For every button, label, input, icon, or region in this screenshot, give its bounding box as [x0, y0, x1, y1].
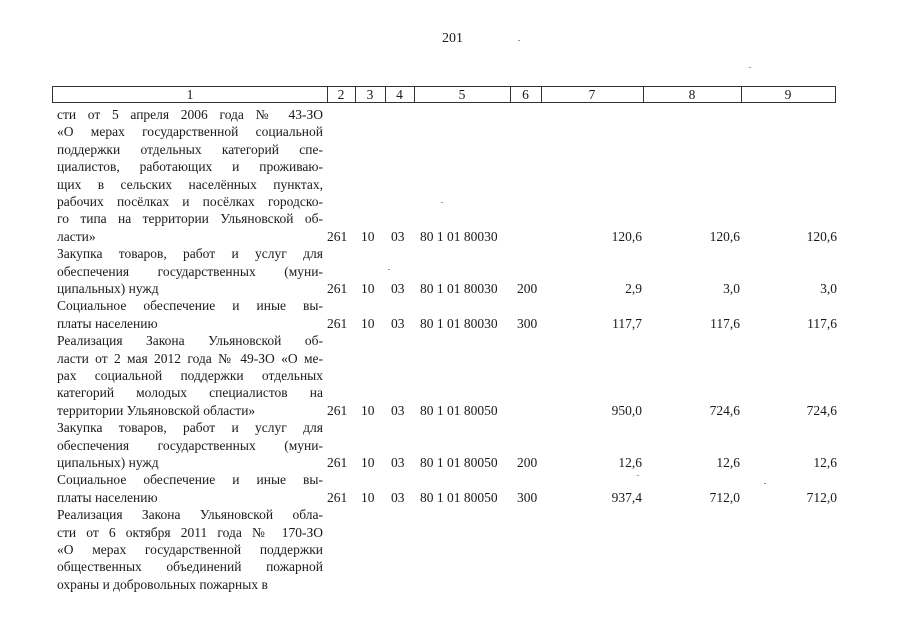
- description-line: рабочих посёлках и посёлках городско-: [57, 194, 323, 210]
- row-description: [57, 471, 323, 506]
- column-header-5: 5: [414, 87, 511, 102]
- cell-col-4: 03: [391, 489, 405, 505]
- description-line: поддержки отдельных категорий спе-: [57, 141, 323, 157]
- cell-col-9: 724,6: [806, 402, 837, 418]
- cell-col-4: 03: [391, 315, 405, 331]
- description-line: сти от 5 апреля 2006 года № 43-ЗО: [57, 107, 323, 122]
- column-header-8: 8: [643, 87, 742, 102]
- cell-col-9: 117,6: [807, 315, 837, 331]
- description-line: ципальных) нужд: [57, 455, 159, 470]
- cell-col-3: 10: [361, 489, 375, 505]
- description-line: Закупка товаров, работ и услуг для: [57, 420, 323, 436]
- description-line: общественных объединений пожарной: [57, 559, 323, 575]
- description-line: «О мерах государственной поддержки: [57, 542, 323, 557]
- description-line: го типа на территории Ульяновской об-: [57, 211, 323, 227]
- cell-col-7: 937,4: [611, 489, 642, 505]
- description-line: щих в сельских населённых пунктах,: [57, 176, 323, 192]
- cell-col-8: 724,6: [709, 402, 740, 418]
- scan-speck: [749, 67, 751, 68]
- column-header-3: 3: [355, 87, 386, 102]
- cell-col-8: 12,6: [716, 454, 740, 470]
- cell-col-4: 03: [391, 228, 405, 244]
- cell-col-2: 261: [327, 228, 348, 244]
- row-description: [57, 106, 323, 245]
- column-header-7: 7: [541, 87, 644, 102]
- description-line: обеспечения государственных (муни-: [57, 437, 323, 453]
- cell-col-3: 10: [361, 315, 375, 331]
- cell-col-4: 03: [391, 402, 405, 418]
- description-line: категорий молодых специалистов на: [57, 385, 323, 401]
- cell-col-6: 300: [517, 489, 538, 505]
- description-line: сти от 6 октября 2011 года № 170-ЗО: [57, 524, 323, 540]
- column-header-1: 1: [53, 87, 328, 102]
- cell-col-8: 120,6: [709, 228, 740, 244]
- cell-col-7: 2,9: [625, 280, 642, 296]
- cell-col-9: 712,0: [806, 489, 837, 505]
- scan-speck: [637, 475, 639, 476]
- cell-col-5: 80 1 01 80050: [420, 402, 498, 418]
- scan-speck: [388, 269, 390, 270]
- cell-col-3: 10: [361, 280, 375, 296]
- cell-col-8: 3,0: [723, 280, 740, 296]
- row-description: [57, 332, 323, 419]
- scan-speck: [764, 483, 766, 484]
- cell-col-3: 10: [361, 228, 375, 244]
- cell-col-4: 03: [391, 454, 405, 470]
- description-line: охраны и добровольных пожарных в: [57, 576, 268, 592]
- cell-col-2: 261: [327, 402, 348, 418]
- cell-col-4: 03: [391, 280, 405, 296]
- row-description: [57, 297, 323, 332]
- cell-col-5: 80 1 01 80030: [420, 228, 498, 244]
- description-line: рах социальной поддержки отдельных: [57, 368, 323, 383]
- description-line: территории Ульяновской области»: [57, 402, 256, 418]
- column-header-4: 4: [385, 87, 415, 102]
- cell-col-6: 200: [517, 280, 538, 296]
- page-number: 201: [442, 31, 463, 46]
- cell-col-7: 117,7: [612, 315, 642, 331]
- scan-speck: [441, 202, 443, 203]
- cell-col-8: 712,0: [709, 489, 740, 505]
- cell-col-9: 3,0: [820, 280, 837, 296]
- cell-col-5: 80 1 01 80030: [420, 315, 498, 331]
- cell-col-6: 300: [517, 315, 538, 331]
- scan-speck: [518, 40, 520, 41]
- row-description: [57, 506, 323, 593]
- description-line: циалистов, работающих и проживаю-: [57, 159, 323, 175]
- cell-col-7: 950,0: [611, 402, 642, 418]
- cell-col-5: 80 1 01 80050: [420, 489, 498, 505]
- cell-col-3: 10: [361, 402, 375, 418]
- description-line: Закупка товаров, работ и услуг для: [57, 246, 323, 262]
- cell-col-6: 200: [517, 454, 538, 470]
- column-header-2: 2: [327, 87, 356, 102]
- cell-col-2: 261: [327, 315, 348, 331]
- column-header-6: 6: [510, 87, 542, 102]
- description-line: Социальное обеспечение и иные вы-: [57, 298, 323, 314]
- description-line: платы населению: [57, 489, 158, 505]
- table-column-header: [52, 86, 836, 103]
- cell-col-7: 12,6: [618, 454, 642, 470]
- cell-col-9: 12,6: [813, 454, 837, 470]
- description-line: платы населению: [57, 315, 158, 331]
- cell-col-2: 261: [327, 280, 348, 296]
- cell-col-3: 10: [361, 454, 375, 470]
- description-line: ласти от 2 мая 2012 года № 49-ЗО «О ме-: [57, 350, 323, 366]
- description-line: ципальных) нужд: [57, 281, 159, 296]
- column-header-9: 9: [784, 87, 792, 102]
- row-description: [57, 419, 323, 471]
- description-line: «О мерах государственной социальной: [57, 124, 323, 140]
- description-line: Реализация Закона Ульяновской обла-: [57, 507, 323, 523]
- cell-col-5: 80 1 01 80050: [420, 454, 498, 470]
- cell-col-9: 120,6: [806, 228, 837, 244]
- description-line: обеспечения государственных (муни-: [57, 263, 323, 279]
- cell-col-2: 261: [327, 454, 348, 470]
- description-line: Социальное обеспечение и иные вы-: [57, 472, 323, 488]
- cell-col-8: 117,6: [710, 315, 740, 331]
- description-line: Реализация Закона Ульяновской об-: [57, 333, 323, 349]
- description-line: ласти»: [57, 228, 96, 244]
- row-description: [57, 245, 323, 297]
- cell-col-7: 120,6: [611, 228, 642, 244]
- cell-col-2: 261: [327, 489, 348, 505]
- cell-col-5: 80 1 01 80030: [420, 280, 498, 296]
